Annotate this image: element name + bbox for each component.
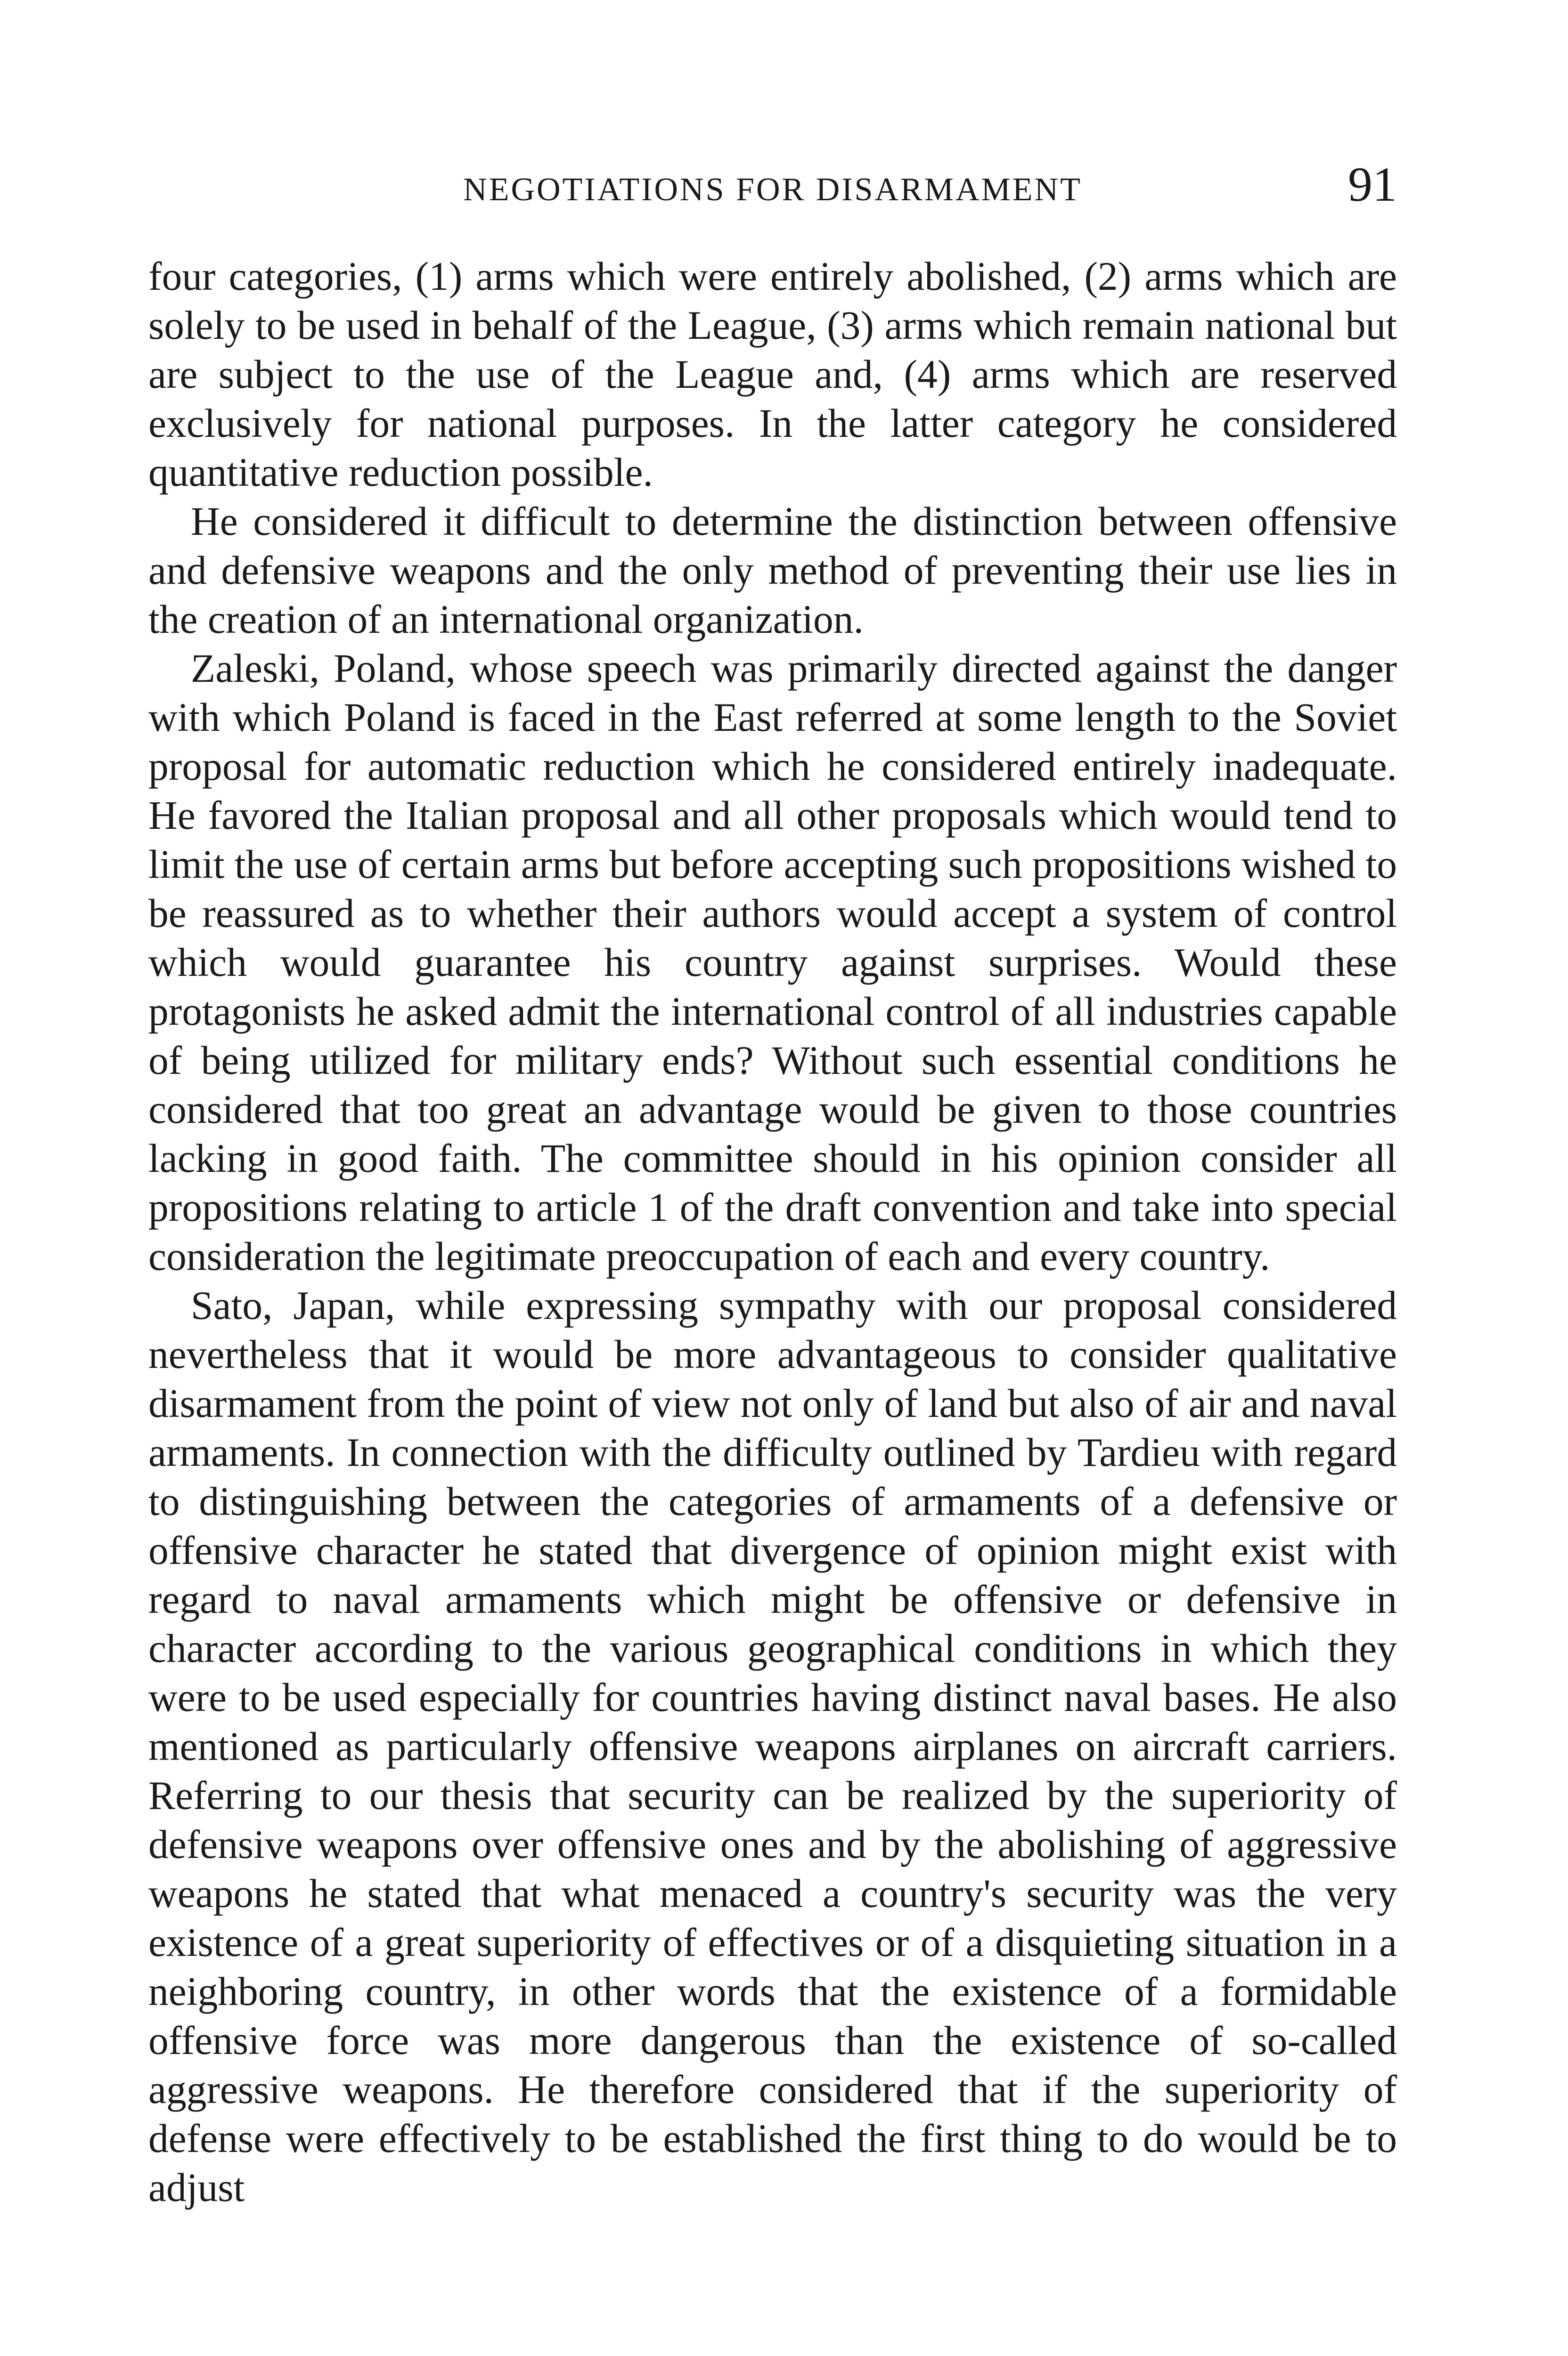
body-text: [148, 252, 1397, 2212]
page-number: 91: [1348, 157, 1397, 212]
paragraph-1: four categories, (1) arms which were entirely abolished, (2) arms which are solely to be used in behalf of the League, (3) arms which remain national but are subject to the use of the League and, (4) arms which are reserved exclusively for national purposes. In the latter category he considered quantitative reduction possible.: [148, 254, 1397, 495]
paragraph-2: He considered it difficult to determine the distinction between offensive and defensive weapons and the only method of preventing their use lies in the creation of an international organization.: [148, 499, 1397, 642]
paragraph-4: Sato, Japan, while expressing sympathy with our proposal considered nevertheless that it would be more advantageous to consider qualitative disarmament from the point of view not only of land but also of air and naval armaments. In connection with the difficulty outlined by Tardieu with regard to distinguishing between the categories of armaments of a defensive or offensive character he stated that divergence of opinion might exist with regard to naval armaments which might be offensive or defensive in character according to the various geographical conditions in which they were to be used especially for countries having distinct naval bases. He also mentioned as particularly offensive weapons airplanes on aircraft carriers. Referring to our thesis that security can be realized by the superiority of defensive weapons over offensive ones and by the abolishing of aggressive weapons he stated that what menaced a country's security was the very existence of a great superiority of effectives or of a disquieting situation in a neighboring country, in other words that the existence of a formidable offensive force was more dangerous than the existence of so-called aggressive weapons. He therefore considered that if the superiority of defense were effectively to be established the first thing to do would be to adjust: [148, 1284, 1397, 2210]
paragraph-3: Zaleski, Poland, whose speech was primarily directed against the danger with which Poland is faced in the East referred at some length to the Soviet proposal for automatic reduction which he considered entirely inadequate. He favored the Italian proposal and all other proposals which would tend to limit the use of certain arms but before accepting such propositions wished to be reassured as to whether their authors would accept a system of control which would guarantee his country against surprises. Would these protagonists he asked admit the international control of all industries capable of being utilized for military ends? Without such essential conditions he considered that too great an advantage would be given to those countries lacking in good faith. The committee should in his opinion consider all propositions relating to article 1 of the draft convention and take into special consideration the legitimate preoccupation of each and every country.: [148, 646, 1397, 1279]
running-head: [148, 155, 1397, 221]
running-title: NEGOTIATIONS FOR DISARMAMENT: [463, 172, 1082, 208]
